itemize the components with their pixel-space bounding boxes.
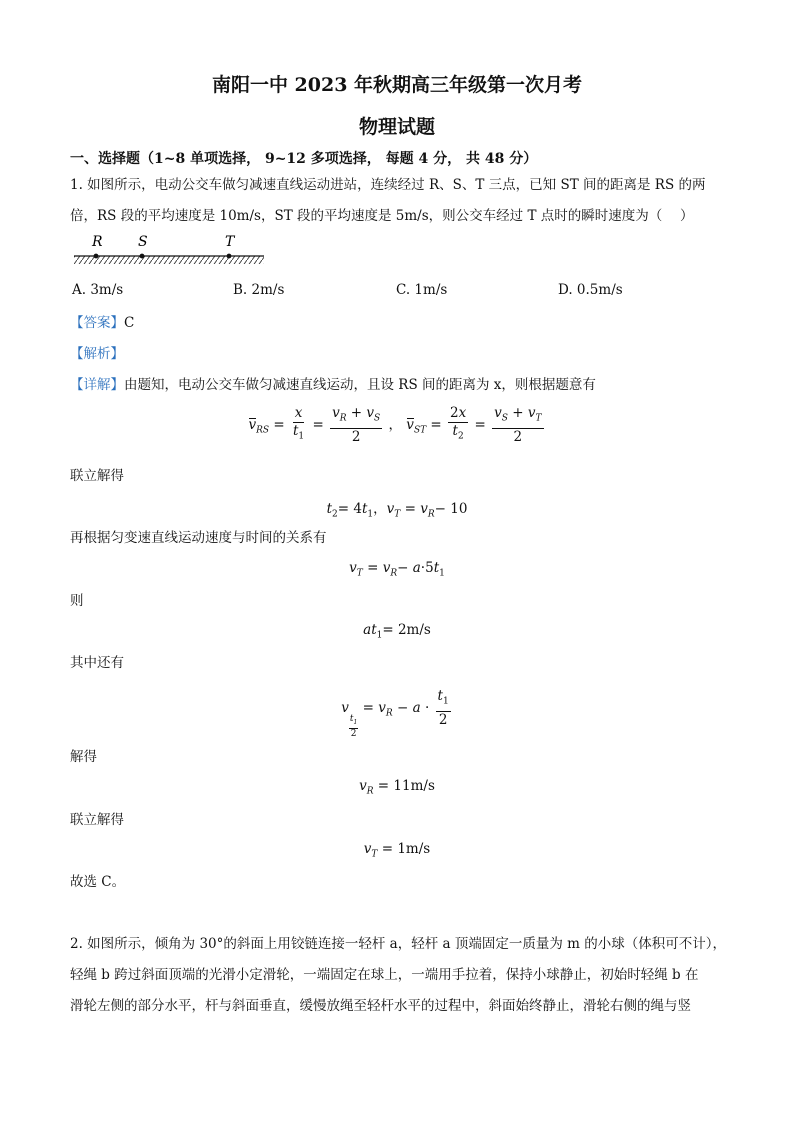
- text-lianli-1: 联立解得: [70, 468, 124, 484]
- section-heading: 一、选择题（1~8 单项选择， 9~12 多项选择， 每题 4 分， 共 48 分）: [70, 151, 538, 167]
- detail-line: [70, 373, 596, 393]
- option-b: B. 2m/s: [233, 282, 285, 298]
- point-t: [227, 254, 232, 259]
- formula-vt-value: 1m/s: [397, 841, 431, 857]
- q2-stem-line1: 2. 如图所示，倾角为 30°的斜面上用铰链连接一轻杆 a，轻杆 a 顶端固定一质量为 m 的小球（体积可不计），: [70, 936, 726, 952]
- detail-tag: 【详解】: [70, 377, 124, 393]
- ground-hatch: [74, 256, 264, 264]
- formula-mid-velocity: v $\frac{t_1}{2}$ = $v_R - a$ · $\frac{t_1}{2}$: [341, 688, 449, 739]
- text-lianli-2: 联立解得: [70, 812, 124, 828]
- page-subtitle: 物理试题: [358, 116, 435, 138]
- answer-tag: 【答案】: [70, 315, 124, 331]
- text-relation: 再根据匀变速直线运动速度与时间的关系有: [70, 530, 327, 546]
- option-a: A. 3m/s: [72, 282, 124, 298]
- label-r: R: [92, 234, 103, 250]
- formula-at1-value: 2m/s: [397, 622, 431, 638]
- option-d: D. 0.5m/s: [558, 282, 623, 298]
- formula-average-velocity: $v_{RS}$ = $\frac{x}{t_1}$ = $\frac{v_R + v_S}{2}$ ， $v_{ST}$ = $\frac{2x}{t_2}$ = $\frac{v_S + v_T}{2}$: [248, 405, 542, 445]
- formula-at1: $at_1= 2m/s$: [363, 622, 431, 641]
- page-title: 南阳一中 2023 年秋期高三年级第一次月考: [211, 74, 583, 96]
- q2-stem-line3: 滑轮左侧的部分水平，杆与斜面垂直，缓慢放绳至轻杆水平的过程中，斜面始终静止，滑轮右侧的绳与竖: [70, 998, 691, 1014]
- text-qizhong: 其中还有: [70, 655, 124, 671]
- point-r: [94, 254, 99, 259]
- q1-stem-line2: 倍，RS 段的平均速度是 10m/s，ST 段的平均速度是 5m/s，则公交车经过 T 点时的瞬时速度为（ ）: [70, 208, 694, 224]
- label-t: T: [225, 234, 235, 250]
- analysis-line: [70, 342, 124, 362]
- q1-road-figure: [72, 232, 266, 270]
- label-s: S: [138, 234, 148, 250]
- point-s: [140, 254, 145, 259]
- formula-vt: $v_T = v_R- a\cdot 5t_1$: [349, 560, 445, 579]
- text-ze: 则: [70, 593, 84, 609]
- q1-stem-line1: 1. 如图所示，电动公交车做匀减速直线运动进站，连续经过 R、S、T 三点，已知 ST 间的距离是 RS 的两: [70, 177, 706, 193]
- formula-vr-value: 11m/s: [393, 778, 435, 794]
- detail-text: 由题知，电动公交车做匀减速直线运动，且设 RS 间的距离为 x，则根据题意有: [124, 377, 596, 393]
- formula-t2: $t_2= 4t_1$，$v_T = v_R- 10$: [326, 501, 468, 520]
- option-c: C. 1m/s: [396, 282, 448, 298]
- conclusion: 故选 C。: [70, 874, 126, 890]
- formula-vr: $v_R = 11m/s$: [359, 778, 435, 797]
- answer-line: [70, 311, 134, 331]
- q2-stem-line2: 轻绳 b 跨过斜面顶端的光滑小定滑轮，一端固定在球上，一端用手拉着，保持小球静止，初始时轻绳 b 在: [70, 967, 699, 983]
- answer-value: C: [124, 315, 135, 331]
- formula-vt-final: $v_T = 1m/s$: [363, 841, 431, 860]
- text-jiede-1: 解得: [70, 749, 97, 765]
- analysis-tag: 【解析】: [70, 346, 124, 362]
